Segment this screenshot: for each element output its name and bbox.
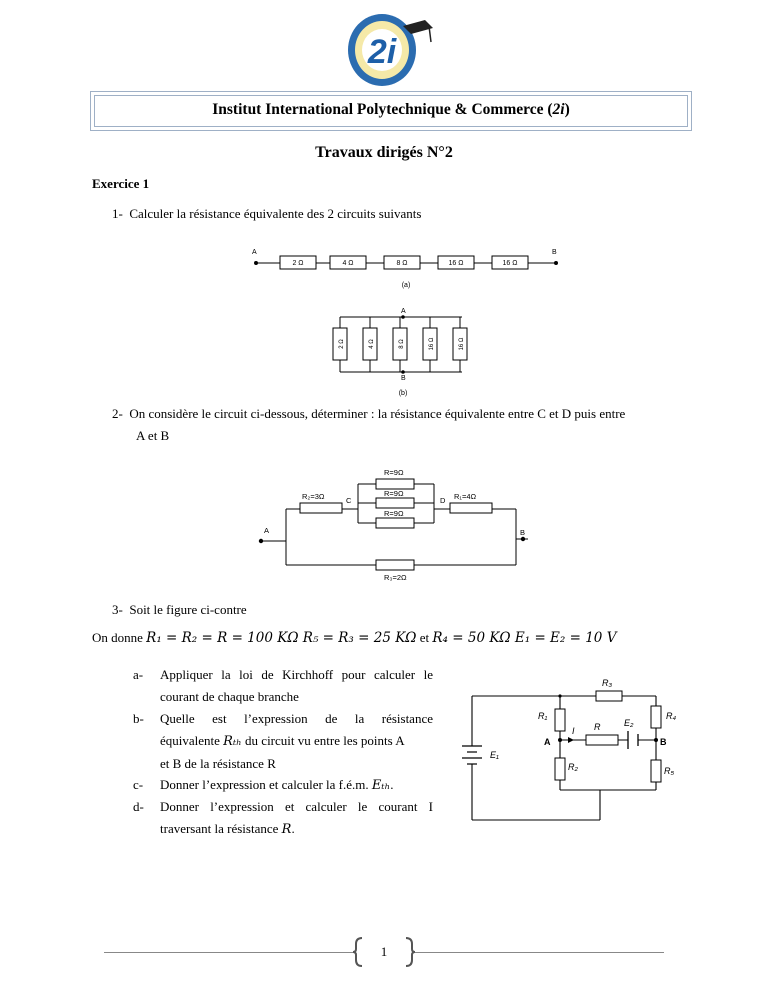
svg-text:2 Ω: 2 Ω xyxy=(292,260,304,267)
battery-e2 xyxy=(628,731,638,749)
svg-text:A: A xyxy=(264,526,270,535)
given-values: On donne R₁ = R₂ = R = 100 KΩ R₅ = R₃ = 25 KΩ et R₄ = 50 KΩ E₁ = E₂ = 10 V xyxy=(92,630,617,646)
resistor-r1 xyxy=(450,503,492,513)
svg-text:16 Ω: 16 Ω xyxy=(502,260,518,267)
resistor-r3 xyxy=(596,691,622,701)
svg-text:R=9Ω: R=9Ω xyxy=(384,489,404,498)
resistor-r-mid xyxy=(376,498,414,508)
svg-text:R₁: R₁ xyxy=(538,711,548,721)
figure-b-parallel-circuit xyxy=(322,304,472,400)
resistor-r-top xyxy=(376,479,414,489)
svg-text:R: R xyxy=(594,722,601,732)
svg-text:8 Ω: 8 Ω xyxy=(396,260,408,267)
svg-text:E₂: E₂ xyxy=(624,718,634,728)
resistor-r1 xyxy=(555,709,565,731)
svg-text:8 Ω: 8 Ω xyxy=(399,339,405,349)
resistor-r2 xyxy=(555,758,565,780)
resistor-r-bot xyxy=(376,518,414,528)
exercise-title: Exercice 1 xyxy=(92,176,150,191)
svg-text:C: C xyxy=(346,496,352,505)
battery-e1 xyxy=(462,746,482,764)
svg-text:I: I xyxy=(572,726,575,736)
question-1: 1- Calculer la résistance équivalente des 2 circuits suivants xyxy=(112,206,422,221)
question-2: 2- On considère le circuit ci-dessous, déterminer : la résistance équivalente entre C et D puis entre xyxy=(112,406,626,421)
figure-3-kirchhoff-circuit xyxy=(460,664,700,826)
resistor-r2 xyxy=(300,503,342,513)
svg-text:4 Ω: 4 Ω xyxy=(342,260,354,267)
item-a: a- Appliquer la loi de Kirchhoff pour calculer le courant de chaque branche xyxy=(133,667,433,704)
institute-logo xyxy=(329,8,435,88)
figure-a-series-circuit xyxy=(250,244,562,292)
footer-rule-left xyxy=(104,952,354,953)
page-number: 1 xyxy=(380,944,388,959)
svg-text:16 Ω: 16 Ω xyxy=(429,337,435,351)
svg-text:R=9Ω: R=9Ω xyxy=(384,468,404,477)
resistor-r3 xyxy=(376,560,414,570)
item-d: d- Donner l’expression et calculer le courant I traversant la résistance R. xyxy=(133,799,433,837)
node-b: B xyxy=(552,249,557,256)
resistor-r5 xyxy=(651,760,661,782)
svg-text:R₄: R₄ xyxy=(666,711,677,721)
item-b: b- Quelle est l’expression de la résistance équivalente Rₜₕ du circuit vu entre les points A et B de la résistance R xyxy=(133,711,433,771)
svg-text:2 Ω: 2 Ω xyxy=(339,339,345,349)
svg-text:E₁: E₁ xyxy=(490,750,499,760)
svg-text:B: B xyxy=(660,737,667,747)
svg-text:4 Ω: 4 Ω xyxy=(369,339,375,349)
logo-text: 2i xyxy=(367,33,397,71)
svg-text:16 Ω: 16 Ω xyxy=(459,337,465,351)
figure-a-caption: (a) xyxy=(401,282,411,289)
svg-text:B: B xyxy=(520,528,526,537)
svg-text:R₁=4Ω: R₁=4Ω xyxy=(454,492,477,501)
svg-text:R₂: R₂ xyxy=(568,762,578,772)
resistor-r4 xyxy=(651,706,661,728)
svg-text:16 Ω: 16 Ω xyxy=(448,260,464,267)
figure-2-mixed-circuit xyxy=(258,465,530,585)
svg-text:R=9Ω: R=9Ω xyxy=(384,509,404,518)
node-a: A xyxy=(401,308,406,315)
footer-rule-right xyxy=(414,952,664,953)
resistor-r xyxy=(586,735,618,745)
svg-text:R₅: R₅ xyxy=(664,766,675,776)
institute-title: Institut International Polytechnique & Commerce (2i) xyxy=(212,101,570,118)
question-2-cont: A et B xyxy=(136,428,170,443)
question-3: 3- Soit le figure ci-contre xyxy=(112,602,247,617)
svg-text:R₃: R₃ xyxy=(602,678,613,688)
svg-text:R₂=3Ω: R₂=3Ω xyxy=(302,492,325,501)
svg-text:D: D xyxy=(440,496,446,505)
current-arrow-icon xyxy=(568,737,574,743)
node-a: A xyxy=(252,249,257,256)
figure-b-caption: (b) xyxy=(398,390,408,397)
svg-text:R₃=2Ω: R₃=2Ω xyxy=(384,573,407,582)
item-c: c- Donner l’expression et calculer la f.é.m. Eₜₕ. xyxy=(133,777,394,793)
page-title: Travaux dirigés N°2 xyxy=(315,144,453,161)
node-b: B xyxy=(401,375,406,382)
svg-text:A: A xyxy=(544,737,551,747)
